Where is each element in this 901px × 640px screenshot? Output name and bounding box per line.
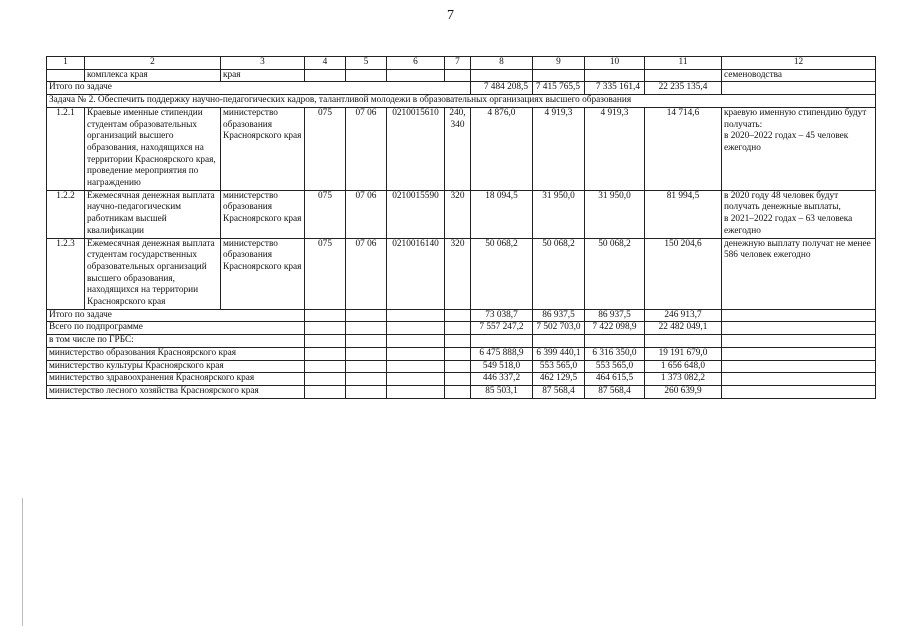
vr-cell: 320 [445, 190, 471, 238]
grbs-heading: в том числе по ГРБС: [47, 335, 305, 348]
csr-cell: 0210016140 [387, 238, 445, 309]
code-cell: 075 [305, 190, 346, 238]
amount-total: 1 373 082,2 [645, 373, 722, 386]
amount-2022: 553 565,0 [585, 360, 645, 373]
measure-name-cell: Краевые именные стипендии студентам образовательных организаций высшего образования, находящихся на территории Красноярского края, проведение мероприятия по награждению [85, 107, 221, 190]
measure-row [47, 238, 876, 309]
column-number: 12 [722, 57, 876, 70]
continued-row [47, 69, 876, 82]
amount-2020: 7 484 208,5 [471, 82, 533, 95]
scan-edge-line [22, 498, 23, 626]
amount-2020: 73 038,7 [471, 309, 533, 322]
amount-2020: 85 503,1 [471, 385, 533, 398]
amount-2021: 462 129,5 [533, 373, 585, 386]
page-number: 7 [447, 8, 454, 23]
vr-cell: 240, 340 [445, 107, 471, 190]
result-cell: семеноводства [722, 69, 876, 82]
column-number: 9 [533, 57, 585, 70]
total-label: Итого по задаче [47, 309, 305, 322]
grbs-row [47, 373, 876, 386]
column-number: 6 [387, 57, 445, 70]
column-number: 5 [346, 57, 387, 70]
task-title: Задача № 2. Обеспечить поддержку научно-педагогических кадров, талантливой молодежи в образовательных организациях высшего образования [47, 95, 876, 108]
amount-2020: 446 337,2 [471, 373, 533, 386]
amount-2021: 6 399 440,1 [533, 347, 585, 360]
measure-number: 1.2.2 [47, 190, 85, 238]
measure-name-cell: Ежемесячная денежная выплата научно-педагогическим работникам высшей квалификации [85, 190, 221, 238]
grbs-row [47, 360, 876, 373]
amount-2021: 7 502 703,0 [533, 322, 585, 335]
amount-2022: 7 335 161,4 [585, 82, 645, 95]
subprogram-total-row [47, 322, 876, 335]
amount-2022: 86 937,5 [585, 309, 645, 322]
section-cell: 07 06 [346, 190, 387, 238]
column-number-row [47, 57, 876, 70]
amount-2022: 50 068,2 [585, 238, 645, 309]
amount-2021: 50 068,2 [533, 238, 585, 309]
amount-total: 150 204,6 [645, 238, 722, 309]
column-number: 4 [305, 57, 346, 70]
amount-total: 246 913,7 [645, 309, 722, 322]
amount-total: 22 482 049,1 [645, 322, 722, 335]
amount-2022: 4 919,3 [585, 107, 645, 190]
column-number: 8 [471, 57, 533, 70]
result-cell: денежную выплату получат не менее 586 человек ежегодно [722, 238, 876, 309]
amount-total: 81 994,5 [645, 190, 722, 238]
amount-2020: 18 094,5 [471, 190, 533, 238]
grbs-cell: министерство образования Красноярского края [221, 238, 305, 309]
amount-2021: 7 415 765,5 [533, 82, 585, 95]
vr-cell: 320 [445, 238, 471, 309]
code-cell: 075 [305, 238, 346, 309]
amount-total: 260 639,9 [645, 385, 722, 398]
grbs-row [47, 385, 876, 398]
section-cell: 07 06 [346, 238, 387, 309]
amount-2020: 7 557 247,2 [471, 322, 533, 335]
measure-row [47, 190, 876, 238]
amount-2022: 87 568,4 [585, 385, 645, 398]
amount-2022: 6 316 350,0 [585, 347, 645, 360]
amount-total: 1 656 648,0 [645, 360, 722, 373]
amount-2020: 549 518,0 [471, 360, 533, 373]
grbs-cell: министерство образования Красноярского края [221, 190, 305, 238]
grbs-label: министерство лесного хозяйства Красноярского края [47, 385, 305, 398]
amount-2020: 6 475 888,9 [471, 347, 533, 360]
amount-2021: 31 950,0 [533, 190, 585, 238]
grbs-cell: министерство образования Красноярского края [221, 107, 305, 190]
amount-2021: 86 937,5 [533, 309, 585, 322]
task-title-row [47, 95, 876, 108]
amount-2022: 31 950,0 [585, 190, 645, 238]
measure-number: 1.2.3 [47, 238, 85, 309]
amount-2022: 464 615,5 [585, 373, 645, 386]
amount-2021: 87 568,4 [533, 385, 585, 398]
measure-name-cell: Ежемесячная денежная выплата студентам государственных образовательных организаций высшего образования, находящихся на территории Красноярского края [85, 238, 221, 309]
grbs-label: министерство культуры Красноярского края [47, 360, 305, 373]
amount-2021: 4 919,3 [533, 107, 585, 190]
result-cell: краевую именную стипендию будут получать: в 2020–2022 годах – 45 человек ежегодно [722, 107, 876, 190]
grbs-row [47, 347, 876, 360]
amount-2020: 4 876,0 [471, 107, 533, 190]
grbs-label: министерство образования Красноярского края [47, 347, 305, 360]
grbs-heading-row [47, 335, 876, 348]
amount-total: 19 191 679,0 [645, 347, 722, 360]
amount-total: 14 714,6 [645, 107, 722, 190]
grbs-label: министерство здравоохранения Красноярского края [47, 373, 305, 386]
amount-total: 22 235 135,4 [645, 82, 722, 95]
column-number: 2 [85, 57, 221, 70]
total-label: Всего по подпрограмме [47, 322, 305, 335]
csr-cell: 0210015590 [387, 190, 445, 238]
budget-table [46, 56, 876, 399]
csr-cell: 0210015610 [387, 107, 445, 190]
code-cell: 075 [305, 107, 346, 190]
task-total-row [47, 82, 876, 95]
column-number: 10 [585, 57, 645, 70]
total-label: Итого по задаче [47, 82, 471, 95]
column-number: 11 [645, 57, 722, 70]
amount-2020: 50 068,2 [471, 238, 533, 309]
section-cell: 07 06 [346, 107, 387, 190]
measure-name-cell: комплекса края [85, 69, 221, 82]
column-number: 7 [445, 57, 471, 70]
task-total-row [47, 309, 876, 322]
column-number: 3 [221, 57, 305, 70]
amount-2021: 553 565,0 [533, 360, 585, 373]
column-number: 1 [47, 57, 85, 70]
amount-2022: 7 422 098,9 [585, 322, 645, 335]
result-cell: в 2020 году 48 человек будут получать денежные выплаты, в 2021–2022 годах – 63 человека ежегодно [722, 190, 876, 238]
grbs-cell: края [221, 69, 305, 82]
budget-table-container [46, 56, 875, 399]
measure-number: 1.2.1 [47, 107, 85, 190]
measure-row [47, 107, 876, 190]
